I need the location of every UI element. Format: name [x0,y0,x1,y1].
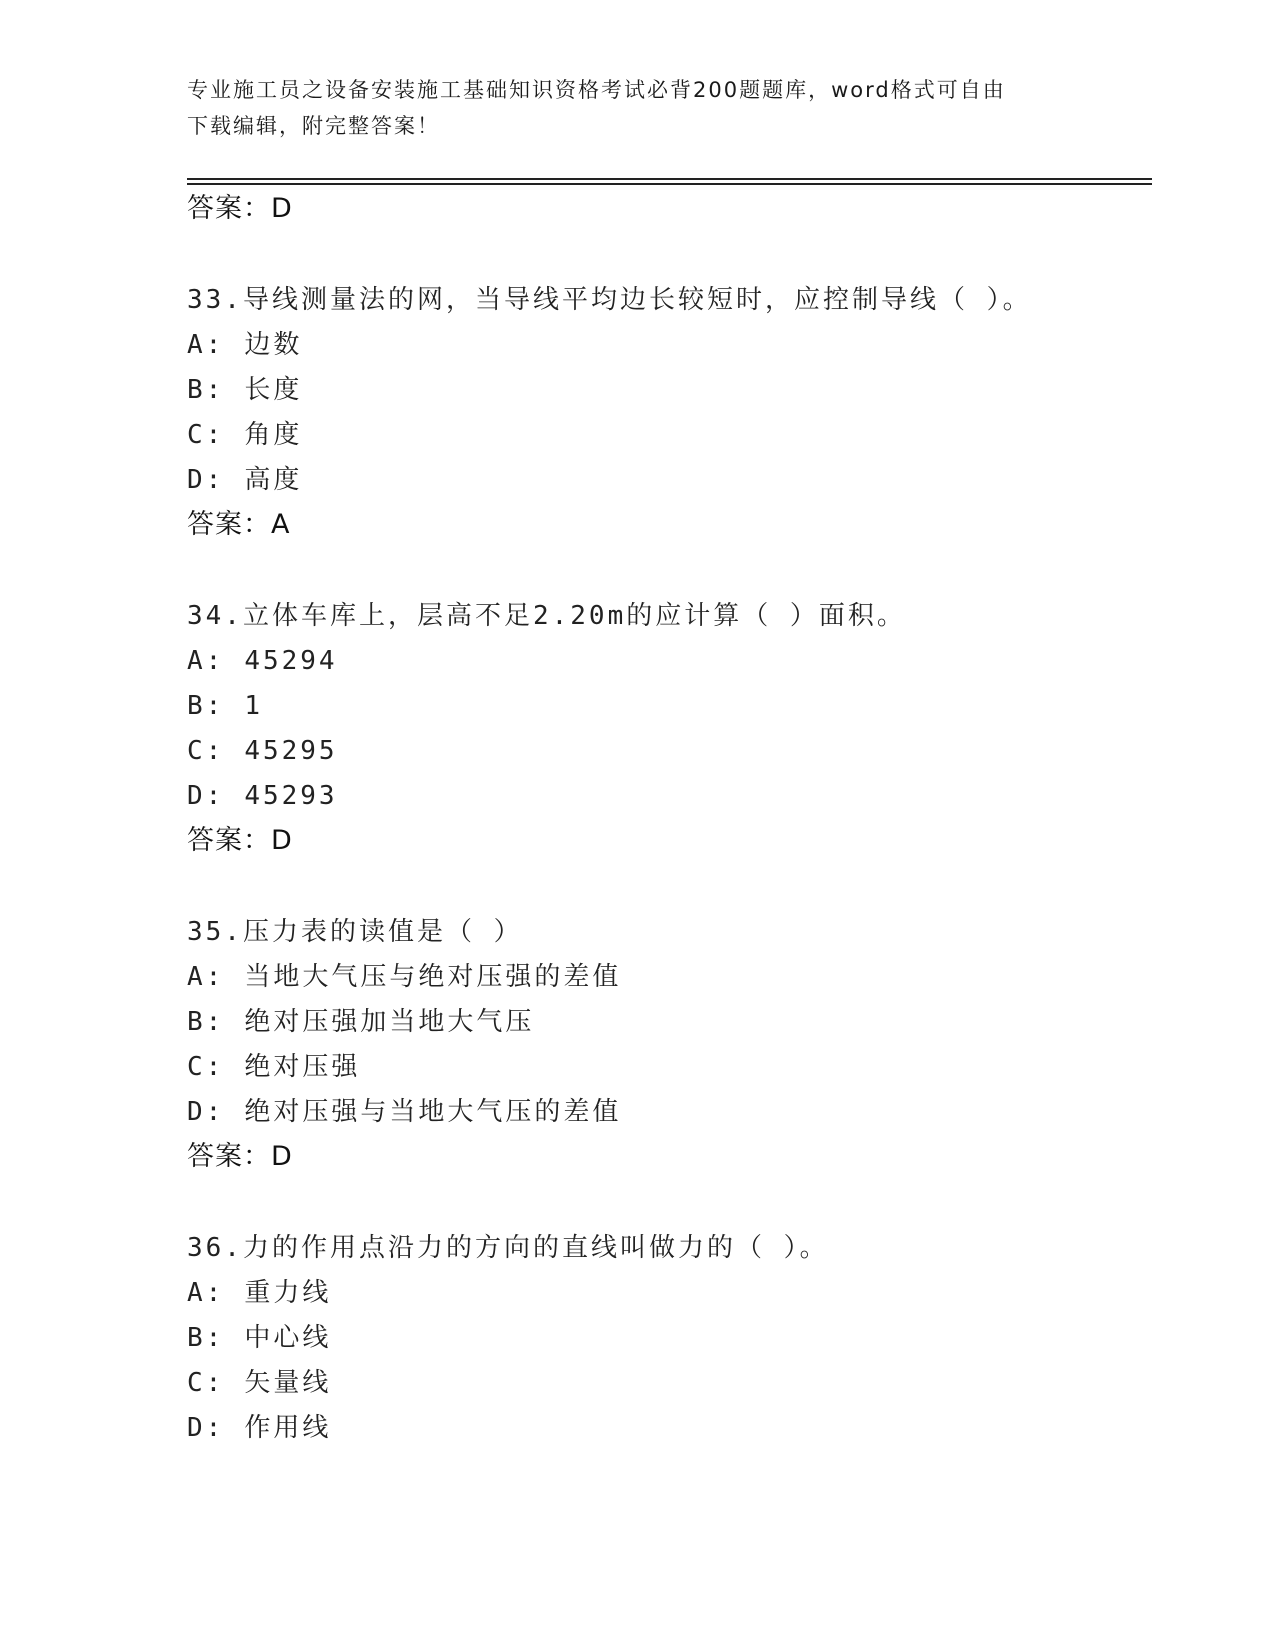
option-key: B: [187,1323,225,1353]
option-a [187,644,338,678]
option-text: 45295 [244,736,338,766]
option-text: 绝对压强与当地大气压的差值 [244,1097,622,1127]
answer: 答案：D [187,825,293,856]
header-divider-bottom [187,183,1152,185]
option-c [187,1050,360,1084]
answer: 答案：A [187,509,291,540]
option-key: A: [187,330,225,360]
header-divider-top [187,178,1152,180]
option-key: C: [187,420,225,450]
option-text: 45293 [244,781,338,811]
option-key: B: [187,691,225,721]
option-c [187,734,338,768]
option-text: 长度 [244,375,303,405]
option-b [187,373,302,407]
header-line-2: 下载编辑，附完整答案！ [187,114,440,138]
option-d [187,1411,331,1445]
option-b [187,1321,331,1355]
option-a [187,1276,331,1310]
option-text: 重力线 [244,1278,332,1308]
option-text: 矢量线 [244,1368,332,1398]
option-text: 当地大气压与绝对压强的差值 [244,962,622,992]
option-c [187,418,302,452]
header-line-1: 专业施工员之设备安装施工基础知识资格考试必背200题题库，word格式可自由 [187,78,1006,102]
option-key: B: [187,1007,225,1037]
option-text: 边数 [244,330,303,360]
option-key: D: [187,465,225,495]
option-key: C: [187,1052,225,1082]
option-key: D: [187,1413,225,1443]
option-c [187,1366,331,1400]
option-key: A: [187,646,225,676]
option-text: 1 [244,691,263,721]
option-key: A: [187,962,225,992]
option-text: 角度 [244,420,303,450]
option-text: 中心线 [244,1323,332,1353]
answer: 答案：D [187,1141,293,1172]
option-key: C: [187,1368,225,1398]
option-key: B: [187,375,225,405]
option-key: A: [187,1278,225,1308]
option-a [187,328,302,362]
option-text: 高度 [244,465,303,495]
option-key: D: [187,1097,225,1127]
option-d [187,779,338,813]
question-stem: 33.导线测量法的网，当导线平均边长较短时，应控制导线（ ）。 [187,285,1032,315]
previous-answer: 答案：D [187,193,293,224]
option-text: 45294 [244,646,338,676]
option-key: D: [187,781,225,811]
option-b [187,689,263,723]
option-text: 作用线 [244,1413,332,1443]
question-stem: 35.压力表的读值是（ ） [187,917,523,947]
question-stem: 34.立体车库上，层高不足2.20m的应计算（ ）面积。 [187,601,906,631]
option-a [187,960,621,994]
option-b [187,1005,534,1039]
option-text: 绝对压强 [244,1052,361,1082]
document-header [187,72,1087,144]
question-stem: 36.力的作用点沿力的方向的直线叫做力的（ ）。 [187,1233,829,1263]
option-text: 绝对压强加当地大气压 [244,1007,535,1037]
option-d [187,463,302,497]
option-d [187,1095,621,1129]
option-key: C: [187,736,225,766]
